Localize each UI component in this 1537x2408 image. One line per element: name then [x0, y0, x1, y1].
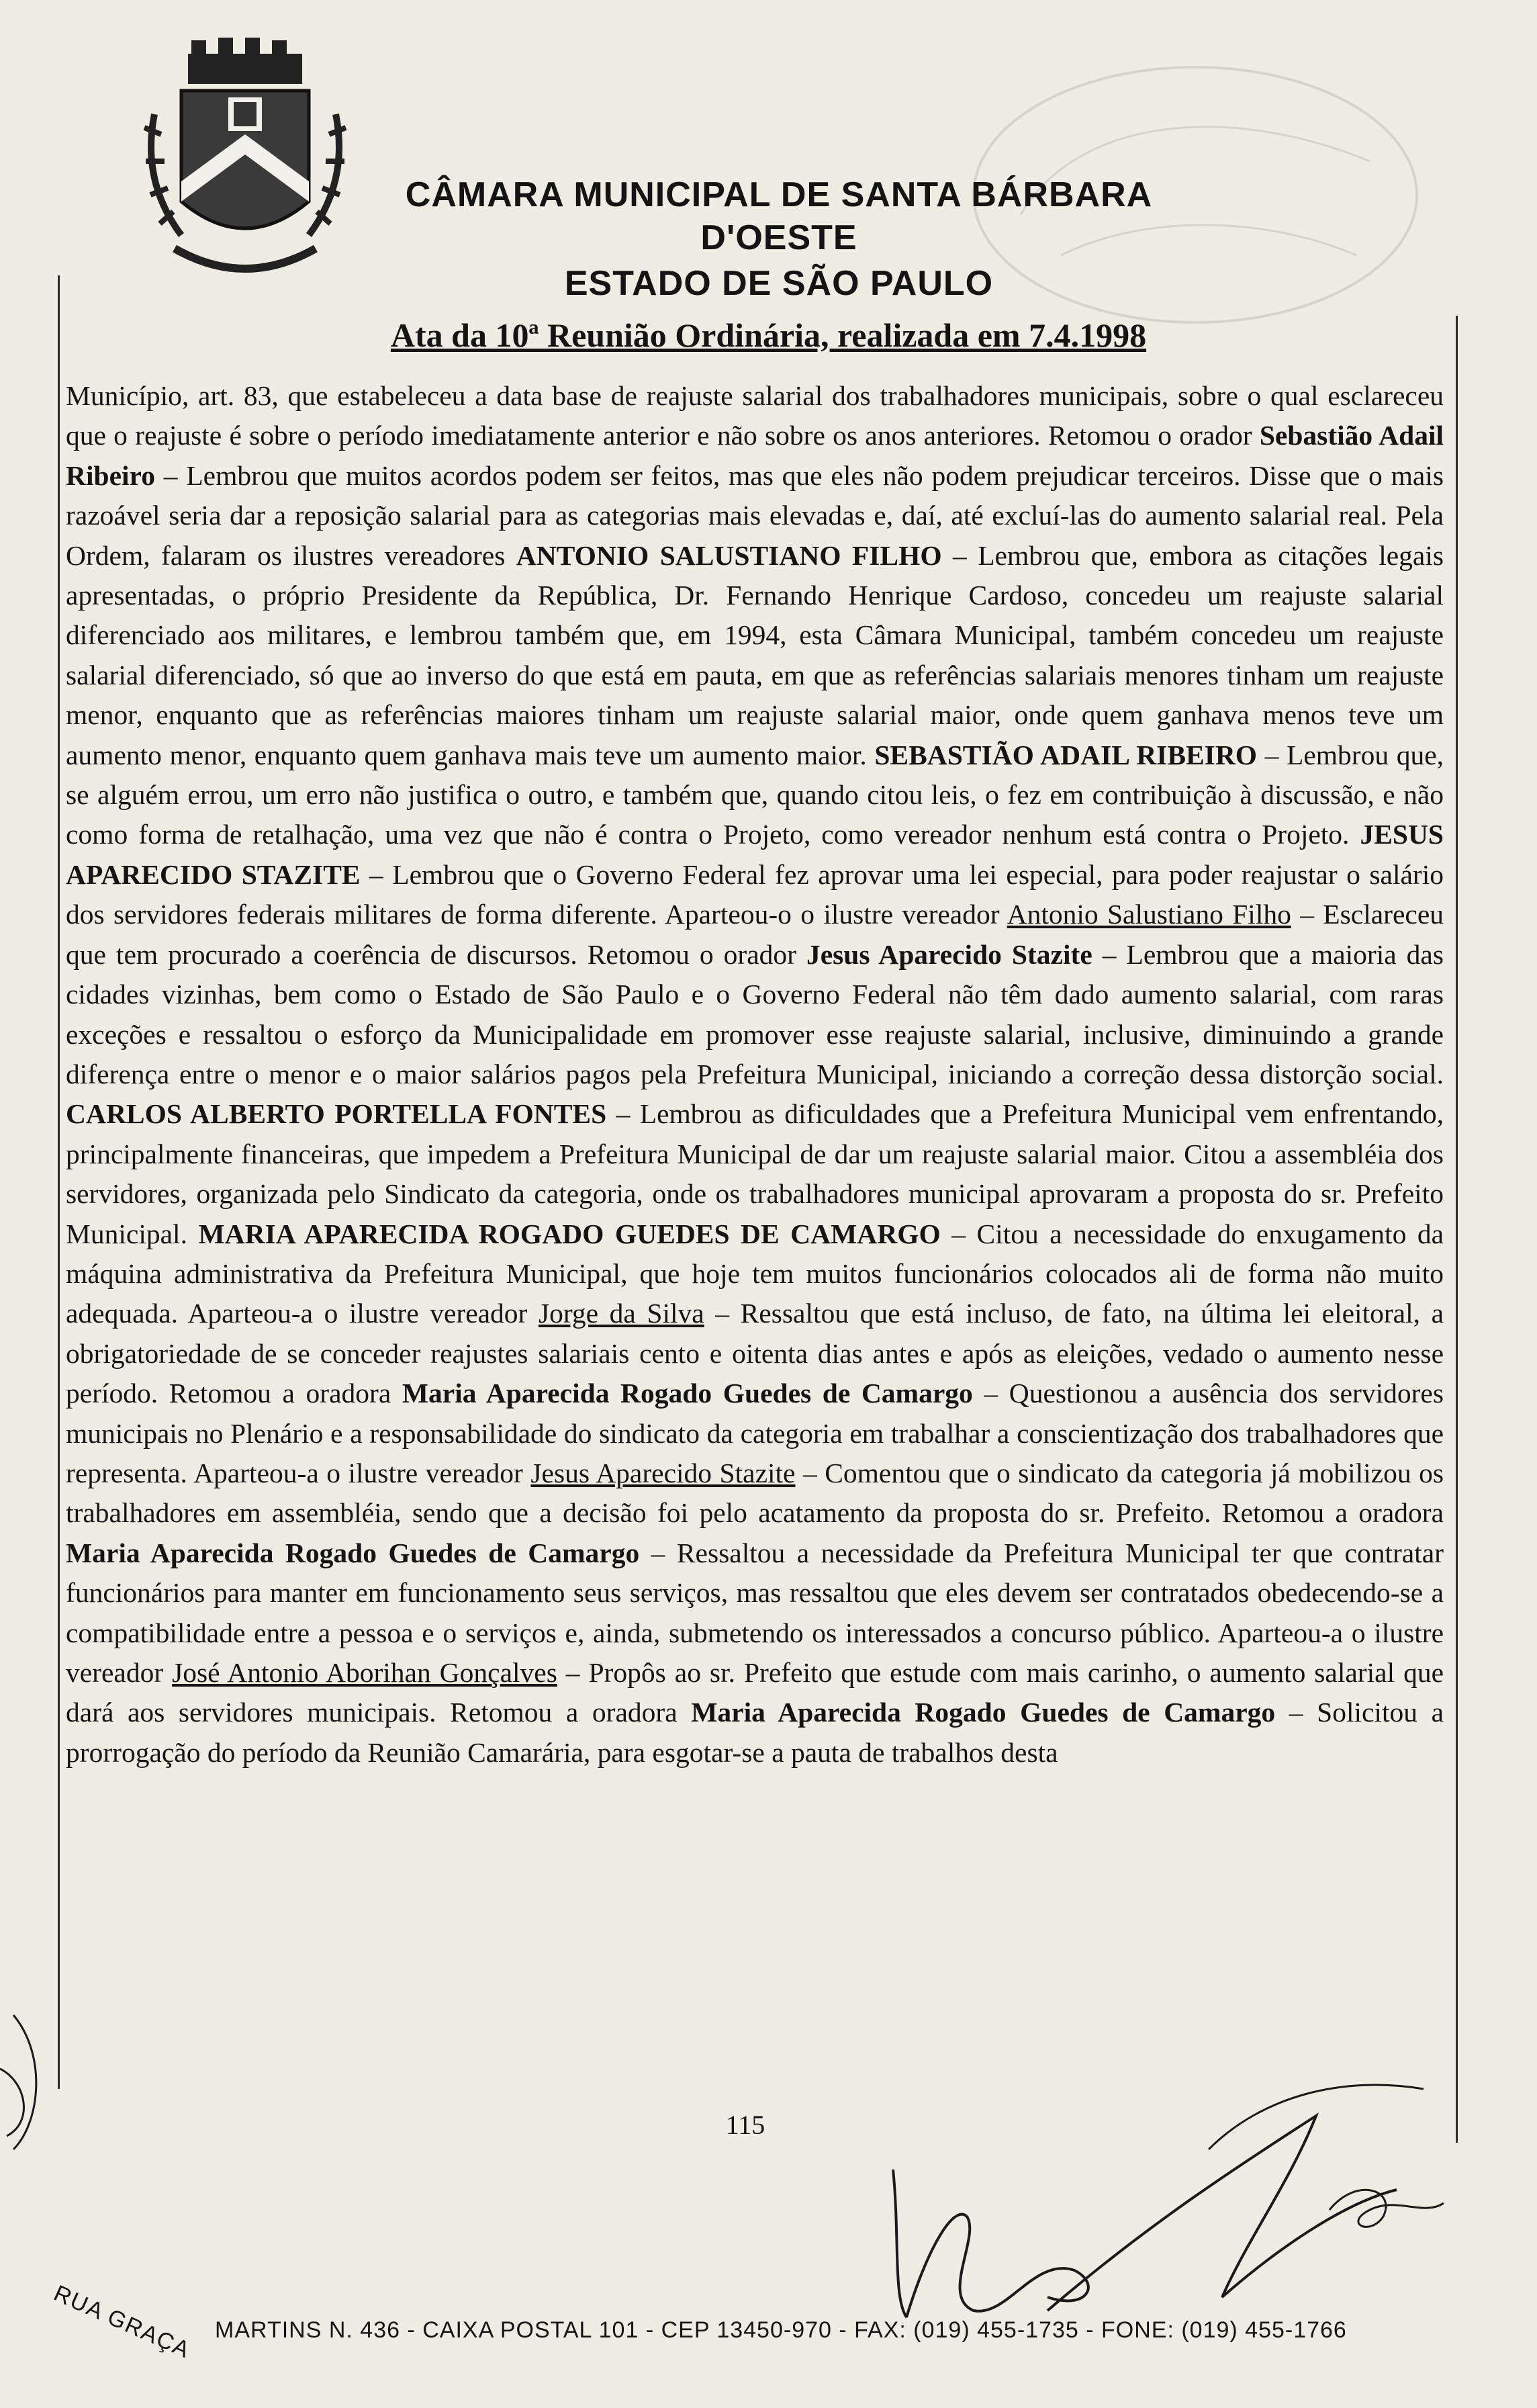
body-text-run: – Solicitou a prorrogação do período da Reunião Camarária, para esgotar-se a pauta de trabalhos desta — [66, 1697, 1444, 1768]
body-text-run: – Ressaltou a necessidade da Prefeitura Municipal ter que contratar funcionários para manter em funcionamento seus serviços, mas ressaltou que eles devem ser contratados obedecendo-se a compatibilidade entre a pessoa e o serviços e, ainda, submetendo os interessados a concurso público. Aparteou-a o ilustre vereador — [66, 1537, 1444, 1688]
body-text-run: – Lembrou que a maioria das cidades vizinhas, bem como o Estado de São Paulo e o Governo Federal não têm dado aumento salarial, com raras exceções e ressaltou o esforço da Municipalidade em promover esse reajuste salarial, inclusive, diminuindo a grande diferença entre o menor e o maior salários pagos pela Prefeitura Municipal, iniciando a correção dessa distorção social. — [66, 938, 1444, 1089]
letterhead-state: ESTADO DE SÃO PAULO — [564, 264, 994, 303]
aparte-speaker-name: Antonio Salustiano Filho — [1007, 899, 1291, 930]
page-number: 115 — [725, 2110, 765, 2140]
body-text-run: – Ressaltou que está incluso, de fato, na última lei eleitoral, a obrigatoriedade de se conceder reajustes salariais cento e oitenta dias antes e após as eleições, vedado o aumento nesse período. Retomou a oradora — [66, 1298, 1444, 1409]
body-text-run: – Lembrou que, se alguém errou, um erro não justifica o outro, e também que, quando citou leis, o fez em contribuição à discussão, e não como forma de retalhação, uma vez que não é contra o Projeto, como vereador nenhum está contra o Projeto. — [66, 739, 1444, 850]
body-text-run: – Lembrou que muitos acordos podem ser feitos, mas que eles não podem prejudicar terceiros. Disse que o mais razoável seria dar a reposição salarial para as categorias mais elevadas e, daí, até excluí-las do aumento salarial real. Pela Ordem, falaram os ilustres vereadores — [66, 459, 1444, 571]
body-text-run: – Comentou que o sindicato da categoria já mobilizou os trabalhadores em assembléia, sendo que a decisão foi pelo acatamento da proposta do sr. Prefeito. Retomou a oradora — [66, 1457, 1444, 1529]
body-text-run: – Lembrou que, embora as citações legais apresentadas, o próprio Presidente da República, Dr. Fernando Henrique Cardoso, concedeu um reajuste salarial diferenciado aos militares, e lembrou também que, em 1994, esta Câmara Municipal, também concedeu um reajuste salarial diferenciado, só que ao inverso do que está em pauta, em que as referências salariais menores tinham um reajuste menor, enquanto que as referências maiores tinham um reajuste salarial maior, onde quem ganhava menos teve um aumento menor, enquanto quem ganhava mais teve um aumento maior. — [66, 539, 1444, 770]
speaker-name: Maria Aparecida Rogado Guedes de Camargo — [402, 1378, 973, 1409]
left-margin-rule — [58, 275, 60, 2089]
body-text-run: Município, art. 83, que estabeleceu a data base de reajuste salarial dos trabalhadores municipais, sobre o qual esclareceu que o reajuste é sobre o período imediatamente anterior e não sobre os anos anteriores. Retomou o orador — [66, 380, 1444, 451]
speaker-name: Sebastião Adail Ribeiro — [66, 420, 1444, 491]
aparte-speaker-name: Jorge da Silva — [538, 1298, 704, 1329]
aparte-speaker-name: Jesus Aparecido Stazite — [530, 1457, 796, 1488]
coat-of-arms-icon — [134, 34, 356, 296]
body-text-run: – Lembrou que o Governo Federal fez aprovar uma lei especial, para poder reajustar o salário dos servidores federais militares de forma diferente. Aparteou-o o ilustre vereador — [66, 858, 1444, 930]
minutes-paragraph — [66, 376, 1444, 1773]
minutes-title: Ata da 10ª Reunião Ordinária, realizada em 7.4.1998 — [390, 316, 1147, 354]
speaker-name: JESUS APARECIDO STAZITE — [66, 819, 1444, 890]
footer-address-prefix: RUA GRAÇA — [50, 2280, 195, 2364]
letterhead — [376, 173, 1182, 305]
minutes-body — [66, 376, 1444, 1773]
right-margin-rule — [1456, 316, 1458, 2143]
body-text-run: – Lembrou as dificuldades que a Prefeitura Municipal vem enfrentando, principalmente financeiras, que impedem a Prefeitura Municipal de dar um reajuste salarial maior. Citou a assembléia dos servidores, organizada pelo Sindicato da categoria, onde os trabalhadores municipal aprovaram a proposta do sr. Prefeito Municipal. — [66, 1098, 1444, 1249]
speaker-name: SEBASTIÃO ADAIL RIBEIRO — [874, 739, 1258, 770]
aparte-speaker-name: José Antonio Aborihan Gonçalves — [172, 1657, 557, 1688]
speaker-name: Jesus Aparecido Stazite — [806, 938, 1092, 970]
body-text-run: – Esclareceu que tem procurado a coerência de discursos. Retomou o orador — [66, 899, 1444, 970]
body-text-run: – Propôs ao sr. Prefeito que estude com mais carinho, o aumento salarial que dará aos servidores municipais. Retomou a oradora — [66, 1657, 1444, 1728]
body-text-run: – Questionou a ausência dos servidores municipais no Plenário e a responsabilidade do sindicato da categoria em trabalhar a conscientização dos trabalhadores que representa. Aparteou-a o ilustre vereador — [66, 1378, 1444, 1488]
speaker-name: ANTONIO SALUSTIANO FILHO — [516, 539, 942, 571]
speaker-name: Maria Aparecida Rogado Guedes de Camargo — [66, 1537, 640, 1568]
speaker-name: MARIA APARECIDA ROGADO GUEDES DE CAMARGO — [198, 1218, 941, 1249]
speaker-name: Maria Aparecida Rogado Guedes de Camargo — [691, 1697, 1276, 1728]
speaker-name: CARLOS ALBERTO PORTELLA FONTES — [66, 1098, 607, 1130]
letterhead-institution: CÂMARA MUNICIPAL DE SANTA BÁRBARA D'OESTE — [405, 175, 1153, 257]
footer-address: MARTINS N. 436 - CAIXA POSTAL 101 - CEP 13450-970 - FAX: (019) 455-1735 - FONE: (019) 455-1766 — [215, 2317, 1347, 2343]
body-text-run: – Citou a necessidade do enxugamento da máquina administrativa da Prefeitura Municipal, que hoje tem muitos funcionários colocados ali de forma não muito adequada. Aparteou-a o ilustre vereador — [66, 1218, 1444, 1329]
